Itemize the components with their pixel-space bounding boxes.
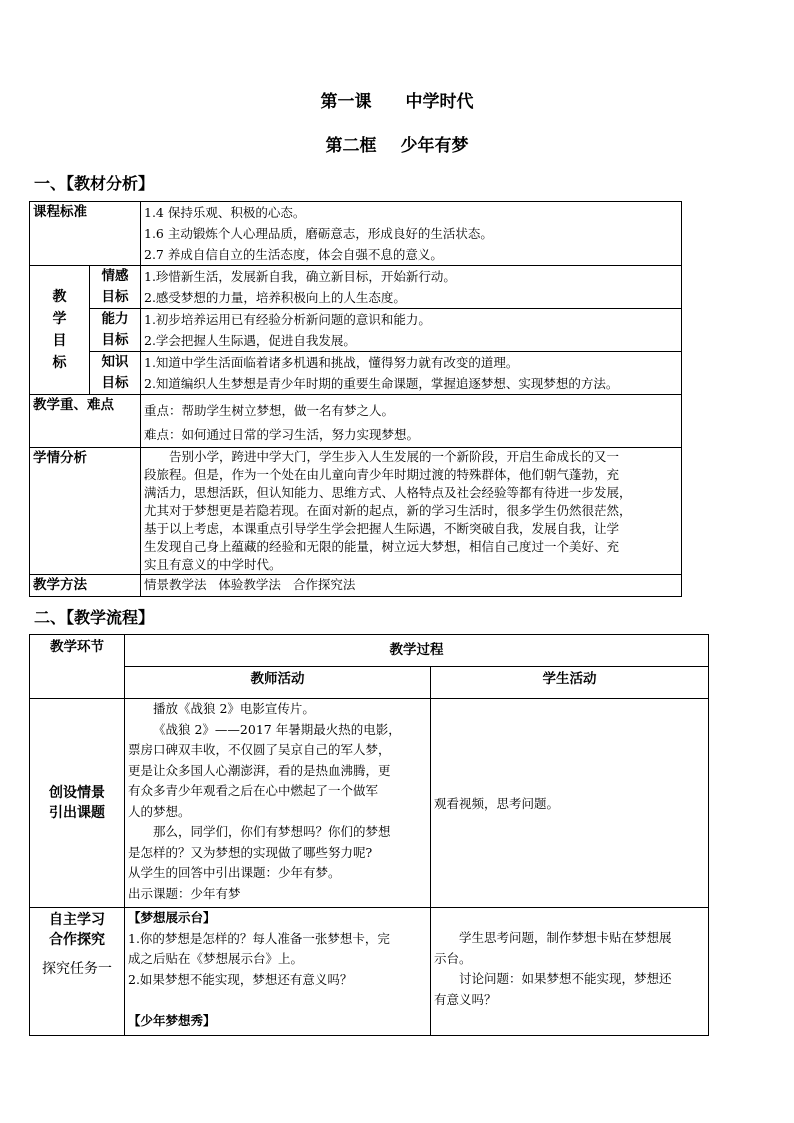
process-header: 教学过程 [125,635,709,667]
goal-label-emotion: 情感 目标 [90,266,141,309]
student-activity-explore [431,908,709,1036]
method-row [30,575,682,597]
student-analysis-line: 满活力，思想活跃，但认知能力、思维方式、人格特点及社会经验等都有待进一步发展， [144,485,632,500]
section-title-flow: 二、【教学流程】 [34,608,155,627]
student-line: 讨论问题：如果梦想不能实现，梦想还 [459,971,672,986]
student-line: 示台。 [434,950,472,966]
curriculum-line: 1.6 主动锻炼个人心理品质，磨砺意志，形成良好的生活状态。 [144,226,493,241]
student-line: 有意义吗？ [434,991,497,1007]
curriculum-content [141,202,682,266]
key-points-content [141,395,682,448]
flow-table [29,634,709,1036]
difficult-point: 难点：如何通过日常的学习生活，努力实现梦想。 [144,427,420,442]
teacher-activity-explore [125,908,431,1036]
teacher-line: 1.你的梦想是怎样的？每人准备一张梦想卡，完 [128,930,390,946]
teacher-line: 有众多青少年观看之后在心中燃起了一个做军 [128,783,379,798]
goal-content-knowledge [141,352,682,395]
task-label: 探究任务一 [42,961,112,977]
goal-row-knowledge [30,352,682,395]
teacher-line: 是怎样的？又为梦想的实现做了哪些努力呢? [128,844,373,860]
teacher-line: 【少年梦想秀】 [128,1012,216,1028]
teacher-line: 2.如果梦想不能实现，梦想还有意义吗？ [128,971,353,987]
teacher-line: 那么，同学们，你们有梦想吗？你们的梦想 [153,824,391,839]
curriculum-label: 课程标准 [30,202,141,266]
student-analysis-line: 段旅程。但是，作为一个处在由儿童向青少年时期过渡的特殊群体，他们朝气蓬勃，充 [144,467,620,482]
method-label: 教学方法 [30,575,141,597]
method-content: 情景教学法 体验教学法 合作探究法 [141,575,682,597]
student-analysis-line: 生发现自己身上蕴藏的经验和无限的能量，树立远大梦想，相信自己度过一个美好、充 [144,539,620,554]
teacher-line: 【梦想展示台】 [128,910,216,925]
flow-row-intro [30,699,709,908]
frame-name: 少年有梦 [400,136,469,156]
teacher-line: 更是让众多国人心潮澎湃，看的是热血沸腾，更 [128,762,391,778]
student-analysis-line: 尤其对于梦想更是若隐若现。在面对新的起点，新的学习生活时，很多学生仍然很茫然， [144,503,632,518]
goal-row-emotion [30,266,682,309]
goal-line: 1.珍惜新生活，发展新自我，确立新目标，开始新行动。 [144,269,456,284]
student-analysis-content [141,448,682,575]
teacher-line: 出示课题：少年有梦 [128,885,241,901]
curriculum-row [30,202,682,266]
goal-line: 2.感受梦想的力量，培养积极向上的人生态度。 [144,290,406,305]
goal-line: 1.初步培养运用已有经验分析新问题的意识和能力。 [144,312,431,327]
student-analysis-line: 告别小学，跨进中学大门，学生步入人生发展的一个新阶段，开启生命成长的又一 [169,449,620,464]
student-analysis-label: 学情分析 [30,448,141,575]
student-analysis-row [30,448,682,575]
goal-content-emotion [141,266,682,309]
student-analysis-line: 基于以上考虑，本课重点引导学生学会把握人生际遇，不断突破自我，发展自我，让学 [144,521,620,536]
key-points-row [30,395,682,448]
student-analysis-line: 实且有意义的中学时代。 [144,557,282,572]
flow-header-row [30,635,709,667]
frame-number: 第二框 [325,136,377,156]
teacher-line: 从学生的回答中引出课题：少年有梦。 [128,865,341,880]
teacher-line: 播放《战狼 2》电影宣传片。 [153,701,315,716]
section-title-analysis: 一、【教材分析】 [34,174,155,193]
goal-line: 2.学会把握人生际遇，促进自我发展。 [144,333,356,348]
student-activity-intro: 观看视频，思考问题。 [431,699,709,908]
teaching-goals-label: 教 学 目 标 [30,266,90,395]
frame-title [0,131,794,156]
key-points-label: 教学重、难点 [30,395,141,448]
lesson-name: 中学时代 [405,92,474,112]
teacher-line: 《战狼 2》——2017 年暑期最火热的电影， [153,721,401,737]
flow-subheader-row [30,667,709,699]
goal-content-ability [141,309,682,352]
goal-line: 1.知道中学生活面临着诸多机遇和挑战，懂得努力就有改变的道理。 [144,355,519,370]
flow-row-explore [30,908,709,1036]
goal-line: 2.知道编织人生梦想是青少年时期的重要生命课题，掌握追逐梦想、实现梦想的方法。 [144,376,619,391]
student-activity-header: 学生活动 [431,667,709,699]
key-point: 重点：帮助学生树立梦想，做一名有梦之人。 [144,403,395,418]
teacher-activity-header: 教师活动 [125,667,431,699]
goal-label-ability: 能力 目标 [90,309,141,352]
analysis-table [29,201,682,597]
stage-intro: 创设情景 引出课题 [30,699,125,908]
teacher-line: 票房口碑双丰收，不仅圆了吴京自己的军人梦， [128,742,391,757]
lesson-number: 第一课 [320,92,372,112]
curriculum-line: 2.7 养成自信自立的生活态度，体会自强不息的意义。 [144,247,443,262]
teacher-activity-intro [125,699,431,908]
stage-header: 教学环节 [30,635,125,699]
goal-row-ability [30,309,682,352]
stage-explore: 自主学习 合作探究 探究任务一 [30,908,125,1036]
goal-label-knowledge: 知识 目标 [90,352,141,395]
teacher-line: 成之后贴在《梦想展示台》上。 [128,951,304,966]
teacher-line: 人的梦想。 [128,803,191,819]
curriculum-line: 1.4 保持乐观、积极的心态。 [144,205,306,220]
student-line: 学生思考问题，制作梦想卡贴在梦想展 [459,930,672,945]
teacher-line [128,990,427,1011]
lesson-title [0,87,794,112]
